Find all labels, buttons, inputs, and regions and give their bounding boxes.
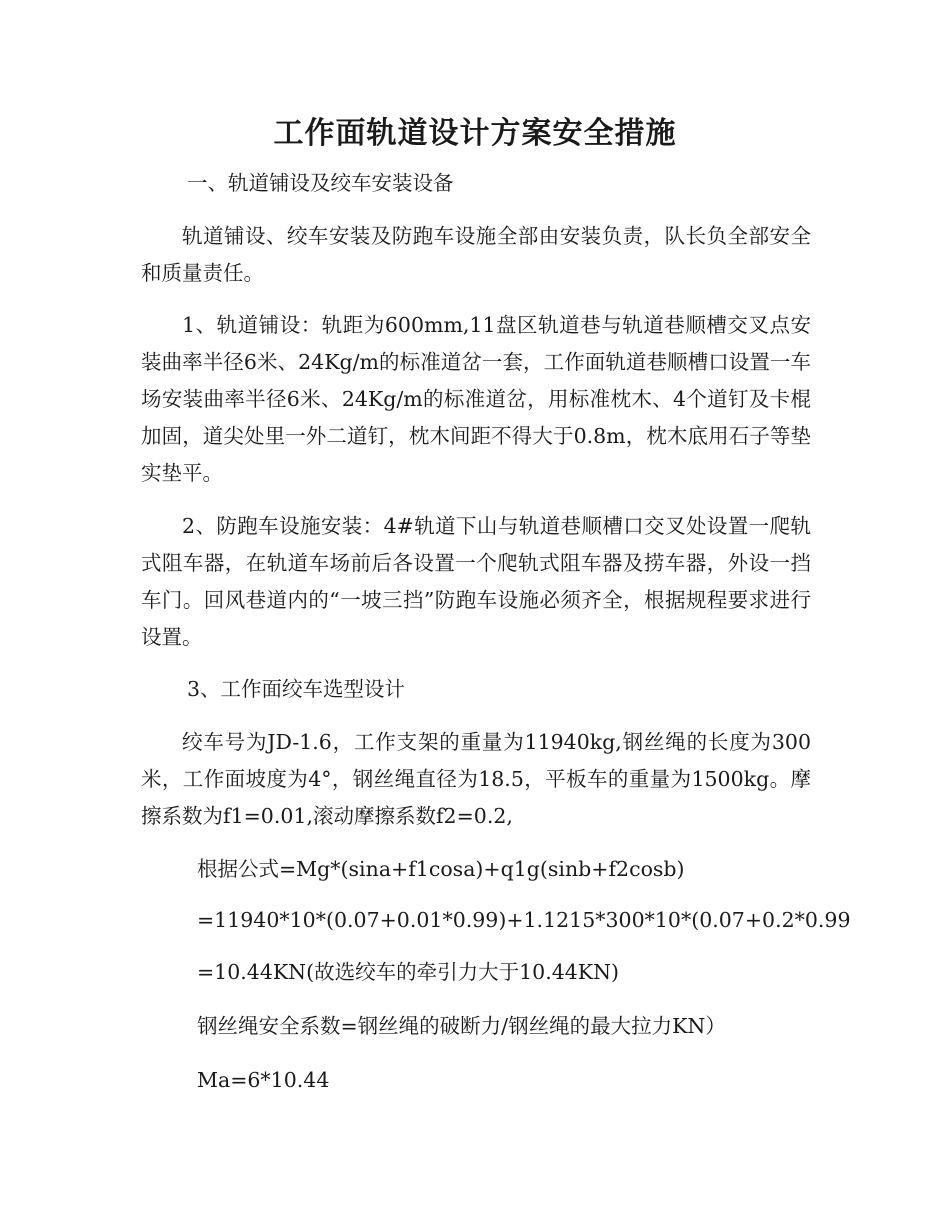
formula-line-3: =10.44KN(故选绞车的牵引力大于10.44KN) <box>197 960 620 984</box>
paragraph-item-2: 2、防跑车设施安装：4#轨道下山与轨道巷顺槽口交叉处设置一爬轨式阻车器，在轨道车场前后各设置一个爬轨式阻车器及捞车器，外设一挡车门。回风巷道内的“一坡三挡”防跑车设施必须齐全，根据规程要求进行设置。 <box>141 514 811 649</box>
formula-line-2: =11940*10*(0.07+0.01*0.99)+1.1215*300*10*(0.07+0.2*0.99 <box>197 908 851 932</box>
paragraph-winch-specs: 绞车号为JD-1.6，工作支架的重量为11940kg,钢丝绳的长度为300米，工作面坡度为4°，钢丝绳直径为18.5，平板车的重量为1500kg。摩擦系数为f1=0.01,滚动摩擦系数f2=0.2, <box>141 730 811 828</box>
formula-line-4: 钢丝绳安全系数=钢丝绳的破断力/钢丝绳的最大拉力KN） <box>197 1014 726 1038</box>
section-heading-1: 一、轨道铺设及绞车安装设备 <box>187 171 454 195</box>
document-title: 工作面轨道设计方案安全措施 <box>273 116 677 151</box>
formula-line-1: 根据公式=Mg*(sina+f1cosa)+q1g(sinb+f2cosb) <box>197 857 685 881</box>
formula-line-5: Ma=6*10.44 <box>197 1068 330 1092</box>
item-3-heading: 3、工作面绞车选型设计 <box>187 677 406 701</box>
paragraph-intro: 轨道铺设、绞车安装及防跑车设施全部由安装负责，队长负全部安全和质量责任。 <box>141 224 811 285</box>
paragraph-item-1: 1、轨道铺设：轨距为600mm,11盘区轨道巷与轨道巷顺槽交叉点安装曲率半径6米、24Kg/m的标准道岔一套，工作面轨道巷顺槽口设置一车场安装曲率半径6米、24Kg/m的标准道岔，用标准枕木、4个道钉及卡棍加固，道尖处里一外二道钉，枕木间距不得大于0.8m，枕木底用石子等垫实垫平。 <box>141 313 811 485</box>
